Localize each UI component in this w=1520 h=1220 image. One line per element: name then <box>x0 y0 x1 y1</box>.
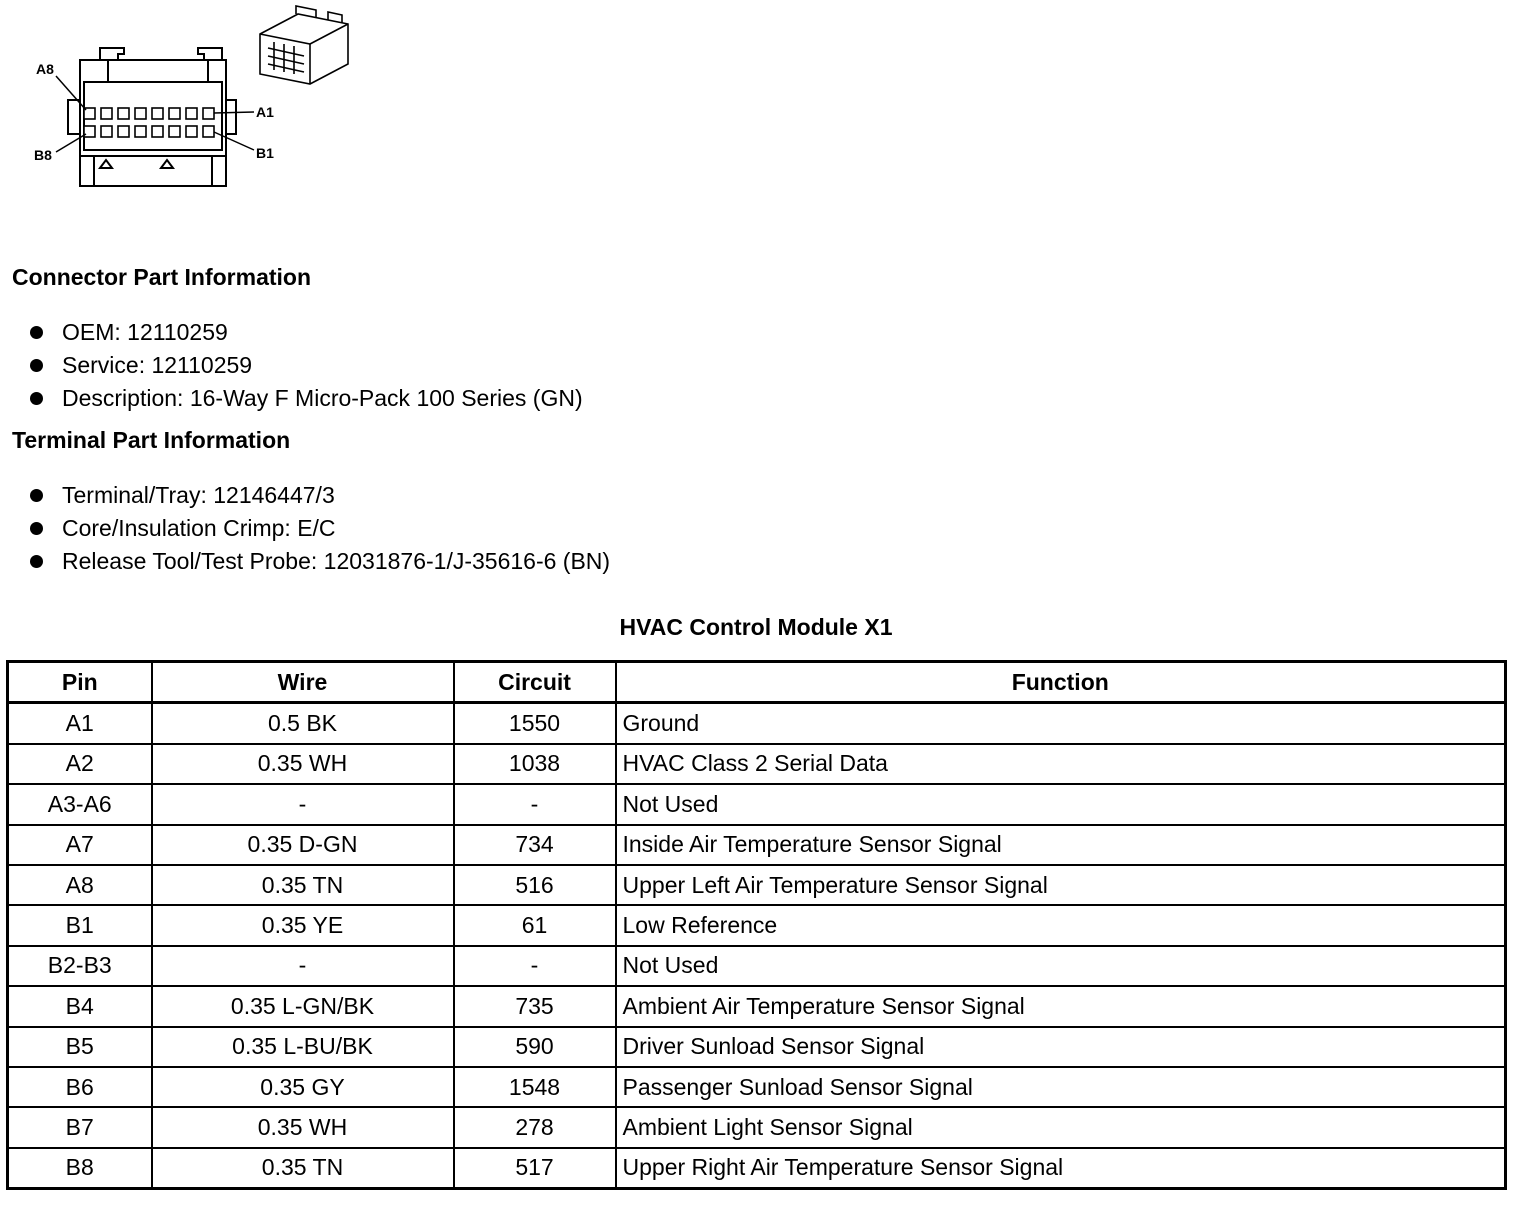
table-row <box>8 905 1506 945</box>
table-row <box>8 744 1506 784</box>
cell-function: Upper Right Air Temperature Sensor Signal <box>616 1148 1506 1189</box>
cell-wire: 0.35 TN <box>152 865 454 905</box>
cell-function: Ground <box>616 703 1506 744</box>
bullet-icon <box>30 522 43 535</box>
cell-pin: B1 <box>8 905 152 945</box>
table-row <box>8 1148 1506 1189</box>
cell-pin: B6 <box>8 1067 152 1107</box>
cell-wire: 0.35 L-BU/BK <box>152 1027 454 1067</box>
pin-label-b8: B8 <box>34 147 52 163</box>
table-row <box>8 865 1506 905</box>
table-row <box>8 1107 1506 1147</box>
cell-circuit: 517 <box>454 1148 616 1189</box>
bullet-icon <box>30 489 43 502</box>
cell-circuit: 278 <box>454 1107 616 1147</box>
cell-pin: B4 <box>8 986 152 1026</box>
cell-function: Low Reference <box>616 905 1506 945</box>
table-header-row <box>8 662 1506 703</box>
cell-circuit: 590 <box>454 1027 616 1067</box>
cell-function: Inside Air Temperature Sensor Signal <box>616 825 1506 865</box>
header-circuit: Circuit <box>454 662 616 703</box>
table-row <box>8 825 1506 865</box>
pin-label-a1: A1 <box>256 104 274 120</box>
header-function: Function <box>616 662 1506 703</box>
cell-pin: B5 <box>8 1027 152 1067</box>
list-item: OEM: 12110259 <box>30 316 583 349</box>
cell-wire: 0.35 WH <box>152 744 454 784</box>
cell-circuit: 516 <box>454 865 616 905</box>
list-item: Description: 16-Way F Micro-Pack 100 Series (GN) <box>30 382 583 415</box>
cell-circuit: 1548 <box>454 1067 616 1107</box>
cell-pin: A2 <box>8 744 152 784</box>
pinout-table <box>6 660 1507 1190</box>
cell-pin: A8 <box>8 865 152 905</box>
table-row <box>8 986 1506 1026</box>
header-wire: Wire <box>152 662 454 703</box>
bullet-icon <box>30 359 43 372</box>
cell-wire: 0.35 GY <box>152 1067 454 1107</box>
cell-wire: 0.35 L-GN/BK <box>152 986 454 1026</box>
table-row <box>8 946 1506 986</box>
list-item: Service: 12110259 <box>30 349 583 382</box>
bullet-icon <box>30 392 43 405</box>
list-item: Terminal/Tray: 12146447/3 <box>30 479 610 512</box>
connector-info-heading: Connector Part Information <box>12 264 312 290</box>
cell-pin: B7 <box>8 1107 152 1147</box>
bullet-icon <box>30 326 43 339</box>
cell-circuit: 735 <box>454 986 616 1026</box>
terminal-info-list <box>30 479 610 578</box>
cell-function: Not Used <box>616 946 1506 986</box>
cell-function: Passenger Sunload Sensor Signal <box>616 1067 1506 1107</box>
cell-wire: - <box>152 784 454 824</box>
cell-pin: B2-B3 <box>8 946 152 986</box>
table-title: HVAC Control Module X1 <box>619 614 893 640</box>
cell-pin: A1 <box>8 703 152 744</box>
cell-circuit: 61 <box>454 905 616 945</box>
cell-function: Ambient Light Sensor Signal <box>616 1107 1506 1147</box>
cell-wire: 0.35 YE <box>152 905 454 945</box>
cell-wire: 0.35 WH <box>152 1107 454 1147</box>
connector-face-diagram <box>28 0 368 200</box>
bullet-icon <box>30 555 43 568</box>
cell-wire: 0.35 D-GN <box>152 825 454 865</box>
pin-label-b1: B1 <box>256 145 274 161</box>
cell-function: Driver Sunload Sensor Signal <box>616 1027 1506 1067</box>
cell-function: Upper Left Air Temperature Sensor Signal <box>616 865 1506 905</box>
connector-info-list <box>30 316 583 415</box>
cell-circuit: - <box>454 946 616 986</box>
table-row <box>8 703 1506 744</box>
cell-function: HVAC Class 2 Serial Data <box>616 744 1506 784</box>
cell-function: Ambient Air Temperature Sensor Signal <box>616 986 1506 1026</box>
cell-pin: B8 <box>8 1148 152 1189</box>
cell-circuit: 1038 <box>454 744 616 784</box>
cell-circuit: 734 <box>454 825 616 865</box>
connector-isometric-icon <box>260 6 348 84</box>
cell-wire: 0.35 TN <box>152 1148 454 1189</box>
header-pin: Pin <box>8 662 152 703</box>
cell-wire: - <box>152 946 454 986</box>
terminal-info-heading: Terminal Part Information <box>12 427 291 453</box>
table-row <box>8 1067 1506 1107</box>
pin-label-a8: A8 <box>36 61 54 77</box>
cell-pin: A3-A6 <box>8 784 152 824</box>
cell-circuit: 1550 <box>454 703 616 744</box>
cell-pin: A7 <box>8 825 152 865</box>
table-row <box>8 784 1506 824</box>
cell-wire: 0.5 BK <box>152 703 454 744</box>
cell-circuit: - <box>454 784 616 824</box>
cell-function: Not Used <box>616 784 1506 824</box>
list-item: Release Tool/Test Probe: 12031876-1/J-35616-6 (BN) <box>30 545 610 578</box>
list-item: Core/Insulation Crimp: E/C <box>30 512 610 545</box>
table-row <box>8 1027 1506 1067</box>
pin-cavity-grid <box>84 108 214 137</box>
